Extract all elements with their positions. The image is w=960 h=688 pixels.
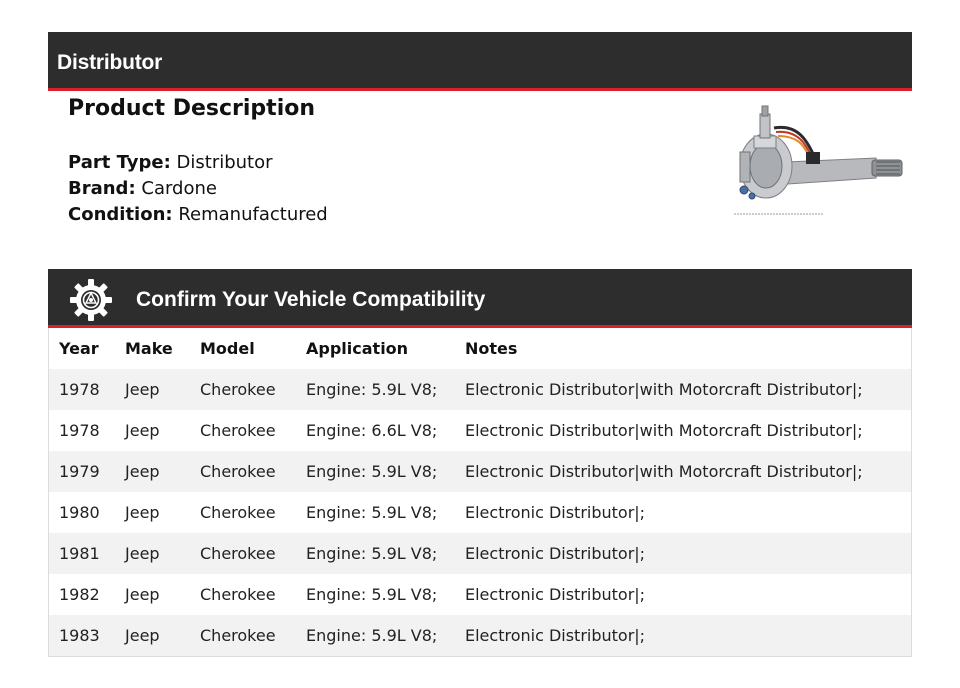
part-type-value: Distributor [176, 152, 273, 173]
cell-model: Cherokee [200, 421, 276, 440]
cell-application: Engine: 5.9L V8; [306, 380, 438, 399]
gear-icon [70, 279, 112, 321]
cell-notes: Electronic Distributor|with Motorcraft Distributor|; [465, 421, 863, 440]
column-header-model: Model [200, 339, 255, 358]
cell-make: Jeep [125, 585, 160, 604]
column-header-year: Year [59, 339, 99, 358]
part-type-label: Part Type: [68, 152, 171, 173]
cell-application: Engine: 5.9L V8; [306, 626, 438, 645]
condition-label: Condition: [68, 204, 173, 225]
cell-year: 1979 [59, 462, 100, 481]
column-header-notes: Notes [465, 339, 518, 358]
header-title: Distributor [57, 51, 163, 74]
cell-year: 1978 [59, 380, 100, 399]
condition-line [68, 202, 328, 228]
column-header-make: Make [125, 339, 173, 358]
cell-application: Engine: 5.9L V8; [306, 462, 438, 481]
cell-model: Cherokee [200, 626, 276, 645]
table-row [49, 615, 911, 656]
cell-year: 1978 [59, 421, 100, 440]
cell-year: 1983 [59, 626, 100, 645]
cell-notes: Electronic Distributor|with Motorcraft Distributor|; [465, 462, 863, 481]
table-row [49, 451, 911, 492]
cell-make: Jeep [125, 462, 160, 481]
cell-notes: Electronic Distributor|with Motorcraft Distributor|; [465, 380, 863, 399]
cell-notes: Electronic Distributor|; [465, 503, 646, 522]
cell-model: Cherokee [200, 585, 276, 604]
distributor-product-image [726, 100, 906, 220]
table-row [49, 369, 911, 410]
cell-model: Cherokee [200, 503, 276, 522]
cell-year: 1980 [59, 503, 100, 522]
column-header-application: Application [306, 339, 409, 358]
cell-notes: Electronic Distributor|; [465, 585, 646, 604]
table-row [49, 410, 911, 451]
cell-model: Cherokee [200, 462, 276, 481]
table-row [49, 574, 911, 615]
compatibility-title: Confirm Your Vehicle Compatibility [136, 288, 486, 311]
table-row [49, 533, 911, 574]
brand-value: Cardone [141, 178, 217, 199]
cell-application: Engine: 5.9L V8; [306, 544, 438, 563]
cell-model: Cherokee [200, 544, 276, 563]
compatibility-header-banner [48, 269, 912, 328]
cell-make: Jeep [125, 544, 160, 563]
cell-make: Jeep [125, 503, 160, 522]
brand-label: Brand: [68, 178, 136, 199]
cell-year: 1981 [59, 544, 100, 563]
product-description-heading: Product Description [68, 96, 316, 121]
cell-model: Cherokee [200, 380, 276, 399]
distributor-header-banner [48, 32, 912, 91]
cell-application: Engine: 5.9L V8; [306, 585, 438, 604]
cell-make: Jeep [125, 626, 160, 645]
brand-line [68, 176, 217, 202]
part-type-line [68, 150, 273, 176]
table-row [49, 492, 911, 533]
cell-make: Jeep [125, 380, 160, 399]
cell-application: Engine: 5.9L V8; [306, 503, 438, 522]
cell-year: 1982 [59, 585, 100, 604]
table-header-row [49, 328, 911, 369]
cell-notes: Electronic Distributor|; [465, 544, 646, 563]
cell-application: Engine: 6.6L V8; [306, 421, 438, 440]
cell-make: Jeep [125, 421, 160, 440]
cell-notes: Electronic Distributor|; [465, 626, 646, 645]
condition-value: Remanufactured [178, 204, 328, 225]
compatibility-table [48, 328, 912, 657]
